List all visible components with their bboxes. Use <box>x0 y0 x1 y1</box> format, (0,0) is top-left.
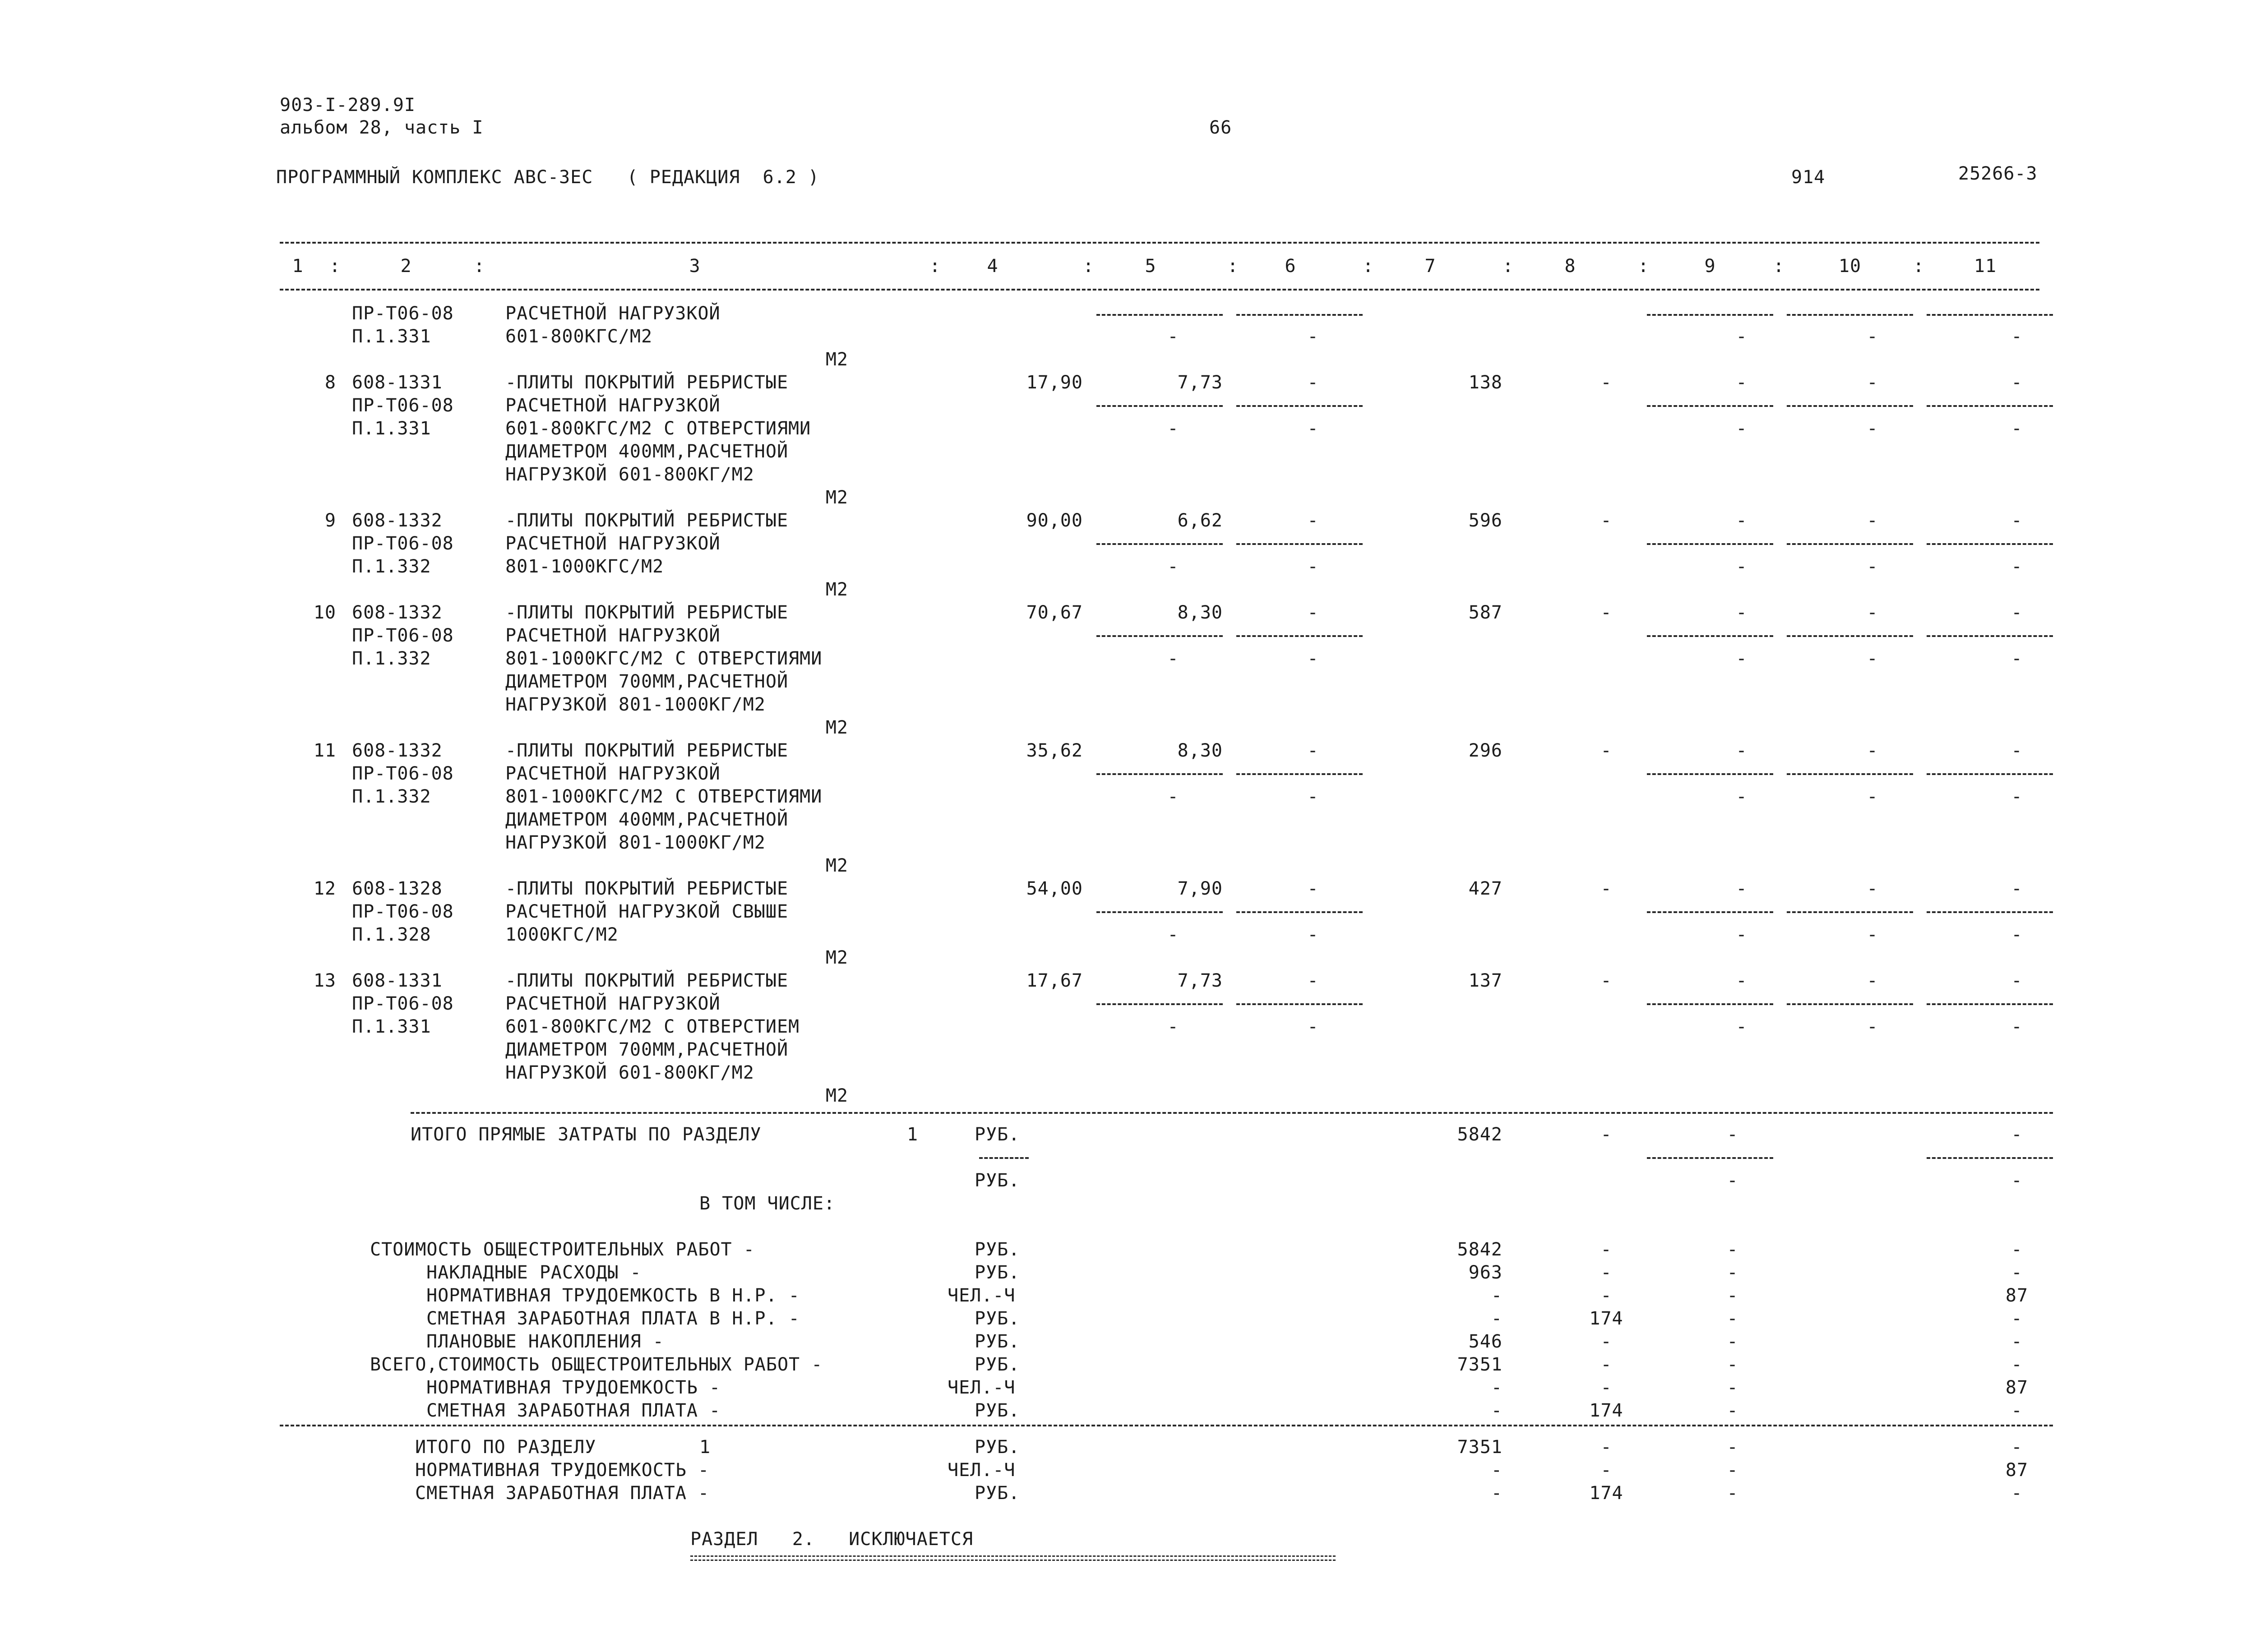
item-col9: - <box>1736 602 1747 623</box>
item-dash-c5: - <box>1167 924 1179 945</box>
item-description: 601-800КГС/М2 С ОТВЕРСТИЯМИ <box>505 418 811 439</box>
section-total-col11: - <box>2011 1483 2023 1504</box>
breakdown-unit: ЧЕЛ.-Ч <box>948 1377 1016 1398</box>
item-dash-c9: - <box>1736 418 1747 439</box>
item-col9: - <box>1736 878 1747 899</box>
item-total: 137 <box>1468 970 1502 991</box>
section-total-col11: 87 <box>2005 1460 2029 1481</box>
column-separator: : <box>1638 256 1650 277</box>
item-col10: - <box>1867 372 1878 393</box>
item-rule-11 <box>1927 405 2053 407</box>
breakdown-unit: РУБ. <box>975 1239 1020 1260</box>
item-col8: - <box>1600 372 1612 393</box>
item-rule-10 <box>1787 543 1913 545</box>
item-code: ПР-Т06-08 <box>352 901 454 922</box>
breakdown-col11: - <box>2011 1400 2023 1421</box>
carry-dash-c6: - <box>1307 326 1319 347</box>
item-unit: М2 <box>825 947 848 968</box>
item-rule-5 <box>1096 1003 1223 1005</box>
breakdown-label: НОРМАТИВНАЯ ТРУДОЕМКОСТЬ - <box>426 1377 721 1398</box>
item-col11: - <box>2011 510 2023 531</box>
breakdown-col8: - <box>1600 1331 1612 1352</box>
item-total: 296 <box>1468 740 1502 761</box>
item-col10: - <box>1867 970 1878 991</box>
carry-dash-c9: - <box>1736 326 1747 347</box>
item-total: 427 <box>1468 878 1502 899</box>
item-dash-c6: - <box>1307 418 1319 439</box>
table-top-rule <box>280 242 2039 244</box>
item-quantity: 90,00 <box>1026 510 1083 531</box>
item-dash-c10: - <box>1867 786 1878 807</box>
item-dash-c10: - <box>1867 648 1878 669</box>
section-rule <box>280 1425 2053 1426</box>
item-description: ДИАМЕТРОМ 700ММ,РАСЧЕТНОЙ <box>505 671 789 692</box>
breakdown-col7: 7351 <box>1457 1354 1502 1375</box>
breakdown-label: ВСЕГО,СТОИМОСТЬ ОБЩЕСТРОИТЕЛЬНЫХ РАБОТ - <box>370 1354 823 1375</box>
item-rule-9 <box>1647 543 1773 545</box>
total-label: ИТОГО ПРЯМЫЕ ЗАТРАТЫ ПО РАЗДЕЛУ <box>411 1124 762 1145</box>
column-header-11: 11 <box>1974 256 1997 277</box>
item-dash-c6: - <box>1307 1016 1319 1037</box>
breakdown-col11: 87 <box>2005 1285 2029 1306</box>
item-code: П.1.332 <box>352 556 431 577</box>
item-dash-c11: - <box>2011 418 2023 439</box>
item-code: П.1.331 <box>352 1016 431 1037</box>
item-number: 11 <box>313 740 336 761</box>
item-description: РАСЧЕТНОЙ НАГРУЗКОЙ <box>505 763 721 784</box>
column-separator: : <box>1227 256 1239 277</box>
item-unit-price: 7,73 <box>1177 372 1223 393</box>
column-separator: : <box>1773 256 1785 277</box>
item-col8: - <box>1600 878 1612 899</box>
item-col11: - <box>2011 602 2023 623</box>
item-rule-10 <box>1787 1003 1913 1005</box>
item-description: НАГРУЗКОЙ 601-800КГ/М2 <box>505 464 754 485</box>
breakdown-col9: - <box>1727 1285 1738 1306</box>
carry-item-code: ПР-Т06-08 <box>352 303 454 324</box>
summary-rule <box>411 1112 2053 1114</box>
table-header-rule <box>280 289 2039 291</box>
item-dash-c9: - <box>1736 786 1747 807</box>
item-col9: - <box>1736 372 1747 393</box>
breakdown-col8: - <box>1600 1285 1612 1306</box>
breakdown-col7: - <box>1491 1285 1502 1306</box>
breakdown-col7: 5842 <box>1457 1239 1502 1260</box>
section-total-col8: - <box>1600 1437 1612 1458</box>
total-unit-2: РУБ. <box>975 1170 1020 1191</box>
column-separator: : <box>1363 256 1374 277</box>
breakdown-label: НОРМАТИВНАЯ ТРУДОЕМКОСТЬ В Н.Р. - <box>426 1285 800 1306</box>
item-unit-last: М2 <box>825 1085 848 1106</box>
item-dash-c5: - <box>1167 648 1179 669</box>
carry-item-description: РАСЧЕТНОЙ НАГРУЗКОЙ <box>505 303 721 324</box>
breakdown-col11: - <box>2011 1262 2023 1283</box>
section-total-label: НОРМАТИВНАЯ ТРУДОЕМКОСТЬ - <box>415 1460 710 1481</box>
column-header-8: 8 <box>1564 256 1576 277</box>
section-total-unit: ЧЕЛ.-Ч <box>948 1460 1016 1481</box>
item-col8: - <box>1600 602 1612 623</box>
item-rule-5 <box>1096 635 1223 637</box>
item-dash-c9: - <box>1736 1016 1747 1037</box>
item-quantity: 35,62 <box>1026 740 1083 761</box>
breakdown-col11: - <box>2011 1354 2023 1375</box>
item-number: 13 <box>313 970 336 991</box>
carry-rule-10 <box>1787 314 1913 316</box>
item-rule-6 <box>1236 405 1363 407</box>
item-number: 8 <box>324 372 336 393</box>
column-separator: : <box>1913 256 1925 277</box>
item-rule-10 <box>1787 635 1913 637</box>
breakdown-col8: 174 <box>1589 1400 1623 1421</box>
item-col9: - <box>1736 740 1747 761</box>
item-rule-9 <box>1647 635 1773 637</box>
breakdown-col7: - <box>1491 1308 1502 1329</box>
sheet-code: 914 <box>1791 167 1826 188</box>
section-total-col9: - <box>1727 1460 1738 1481</box>
album-label: альбом 28, часть I <box>280 117 484 138</box>
breakdown-col7: - <box>1491 1377 1502 1398</box>
item-rule-6 <box>1236 543 1363 545</box>
total-rule-9 <box>1647 1157 1773 1159</box>
item-rule-10 <box>1787 405 1913 407</box>
item-rule-6 <box>1236 911 1363 913</box>
item-description: 801-1000КГС/М2 С ОТВЕРСТИЯМИ <box>505 648 823 669</box>
breakdown-col9: - <box>1727 1354 1738 1375</box>
item-rule-11 <box>1927 635 2053 637</box>
item-col8: - <box>1600 510 1612 531</box>
breakdown-col7: 546 <box>1468 1331 1502 1352</box>
item-description: ДИАМЕТРОМ 400ММ,РАСЧЕТНОЙ <box>505 441 789 462</box>
breakdown-unit: РУБ. <box>975 1400 1020 1421</box>
item-col11: - <box>2011 372 2023 393</box>
item-unit-price: 7,90 <box>1177 878 1223 899</box>
item-description: ДИАМЕТРОМ 700ММ,РАСЧЕТНОЙ <box>505 1039 789 1060</box>
section2-label: РАЗДЕЛ 2. ИСКЛЮЧАЕТСЯ <box>690 1529 974 1550</box>
item-unit: М2 <box>825 579 848 600</box>
item-number: 9 <box>324 510 336 531</box>
item-code: ПР-Т06-08 <box>352 395 454 416</box>
item-code: П.1.332 <box>352 786 431 807</box>
item-dash-c6: - <box>1307 648 1319 669</box>
breakdown-unit: РУБ. <box>975 1331 1020 1352</box>
item-description: 1000КГС/М2 <box>505 924 619 945</box>
item-rule-9 <box>1647 911 1773 913</box>
section-total-unit: РУБ. <box>975 1483 1020 1504</box>
breakdown-col7: 963 <box>1468 1262 1502 1283</box>
column-separator: : <box>929 256 941 277</box>
column-header-7: 7 <box>1424 256 1436 277</box>
section-total-label: СМЕТНАЯ ЗАРАБОТНАЯ ПЛАТА - <box>415 1483 710 1504</box>
item-dash-c6: - <box>1307 924 1319 945</box>
item-dash-c10: - <box>1867 556 1878 577</box>
item-dash-c10: - <box>1867 924 1878 945</box>
item-rule-5 <box>1096 911 1223 913</box>
item-quantity: 54,00 <box>1026 878 1083 899</box>
item-unit: М2 <box>825 349 848 370</box>
item-col6: - <box>1307 878 1319 899</box>
item-col8: - <box>1600 740 1612 761</box>
breakdown-col8: - <box>1600 1239 1612 1260</box>
item-code: ПР-Т06-08 <box>352 763 454 784</box>
item-rule-6 <box>1236 773 1363 775</box>
item-rule-11 <box>1927 543 2053 545</box>
carry-item-description: 601-800КГС/М2 <box>505 326 653 347</box>
item-dash-c5: - <box>1167 786 1179 807</box>
breakdown-col8: - <box>1600 1377 1612 1398</box>
item-rule-10 <box>1787 773 1913 775</box>
item-dash-c11: - <box>2011 1016 2023 1037</box>
item-description: -ПЛИТЫ ПОКРЫТИЙ РЕБРИСТЫЕ <box>505 878 789 899</box>
breakdown-col8: 174 <box>1589 1308 1623 1329</box>
column-header-3: 3 <box>689 256 701 277</box>
carry-rule-11 <box>1927 314 2053 316</box>
doc-number: 25266-3 <box>1958 163 2038 184</box>
item-col6: - <box>1307 740 1319 761</box>
item-code: 608-1331 <box>352 970 443 991</box>
item-number: 10 <box>313 602 336 623</box>
item-dash-c5: - <box>1167 418 1179 439</box>
item-unit: М2 <box>825 717 848 738</box>
item-unit-price: 6,62 <box>1177 510 1223 531</box>
breakdown-col11: - <box>2011 1239 2023 1260</box>
breakdown-col8: - <box>1600 1354 1612 1375</box>
column-header-6: 6 <box>1285 256 1296 277</box>
item-description: НАГРУЗКОЙ 601-800КГ/М2 <box>505 1062 754 1083</box>
total-col11: - <box>2011 1124 2023 1145</box>
item-quantity: 70,67 <box>1026 602 1083 623</box>
section-total-number: 1 <box>699 1437 711 1458</box>
column-header-1: 1 <box>292 256 304 277</box>
section-total-col8: 174 <box>1589 1483 1623 1504</box>
item-col6: - <box>1307 602 1319 623</box>
total-col9: - <box>1727 1124 1738 1145</box>
carry-dash-c11: - <box>2011 326 2023 347</box>
carry-rule-5 <box>1096 314 1223 316</box>
item-description: РАСЧЕТНОЙ НАГРУЗКОЙ <box>505 625 721 646</box>
column-header-2: 2 <box>400 256 412 277</box>
item-col6: - <box>1307 970 1319 991</box>
item-col10: - <box>1867 602 1878 623</box>
section-total-col8: - <box>1600 1460 1612 1481</box>
breakdown-unit: РУБ. <box>975 1308 1020 1329</box>
item-quantity: 17,90 <box>1026 372 1083 393</box>
item-quantity: 17,67 <box>1026 970 1083 991</box>
item-col10: - <box>1867 510 1878 531</box>
item-dash-c10: - <box>1867 418 1878 439</box>
item-dash-c9: - <box>1736 556 1747 577</box>
total-col8: - <box>1600 1124 1612 1145</box>
item-total: 596 <box>1468 510 1502 531</box>
program-line: ПРОГРАММНЫЙ КОМПЛЕКС АВС-3ЕС ( РЕДАКЦИЯ 6.2 ) <box>276 167 819 188</box>
item-unit-price: 8,30 <box>1177 602 1223 623</box>
carry-item-code: П.1.331 <box>352 326 431 347</box>
including-label: В ТОМ ЧИСЛЕ: <box>699 1193 835 1214</box>
total-rule-11 <box>1927 1157 2053 1159</box>
column-header-4: 4 <box>987 256 999 277</box>
item-description: НАГРУЗКОЙ 801-1000КГ/М2 <box>505 832 766 853</box>
item-col6: - <box>1307 372 1319 393</box>
item-description: -ПЛИТЫ ПОКРЫТИЙ РЕБРИСТЫЕ <box>505 372 789 393</box>
item-dash-c11: - <box>2011 924 2023 945</box>
column-separator: : <box>1502 256 1514 277</box>
item-code: 608-1328 <box>352 878 443 899</box>
item-description: -ПЛИТЫ ПОКРЫТИЙ РЕБРИСТЫЕ <box>505 970 789 991</box>
item-description: РАСЧЕТНОЙ НАГРУЗКОЙ СВЫШЕ <box>505 901 789 922</box>
column-header-10: 10 <box>1838 256 1862 277</box>
item-col10: - <box>1867 740 1878 761</box>
breakdown-col9: - <box>1727 1400 1738 1421</box>
total-unit: РУБ. <box>975 1124 1020 1145</box>
item-description: 801-1000КГС/М2 <box>505 556 664 577</box>
total-section: 1 <box>907 1124 919 1145</box>
item-description: -ПЛИТЫ ПОКРЫТИЙ РЕБРИСТЫЕ <box>505 602 789 623</box>
item-code: ПР-Т06-08 <box>352 625 454 646</box>
item-dash-c10: - <box>1867 1016 1878 1037</box>
item-col11: - <box>2011 878 2023 899</box>
section-total-label: ИТОГО ПО РАЗДЕЛУ <box>415 1437 596 1458</box>
item-dash-c11: - <box>2011 648 2023 669</box>
item-code: 608-1332 <box>352 740 443 761</box>
item-rule-5 <box>1096 543 1223 545</box>
item-dash-c5: - <box>1167 1016 1179 1037</box>
item-col9: - <box>1736 510 1747 531</box>
item-col6: - <box>1307 510 1319 531</box>
item-rule-5 <box>1096 405 1223 407</box>
item-col8: - <box>1600 970 1612 991</box>
item-rule-9 <box>1647 405 1773 407</box>
section-total-col7: - <box>1491 1460 1502 1481</box>
carry-dash-c5: - <box>1167 326 1179 347</box>
carry-rule-9 <box>1647 314 1773 316</box>
breakdown-col11: - <box>2011 1308 2023 1329</box>
column-header-5: 5 <box>1145 256 1156 277</box>
item-dash-c6: - <box>1307 786 1319 807</box>
item-rule-9 <box>1647 773 1773 775</box>
carry-dash-c10: - <box>1867 326 1878 347</box>
item-col9: - <box>1736 970 1747 991</box>
total2-col11: - <box>2011 1170 2023 1191</box>
item-unit: М2 <box>825 487 848 508</box>
item-code: 608-1331 <box>352 372 443 393</box>
column-separator: : <box>329 256 341 277</box>
item-description: РАСЧЕТНОЙ НАГРУЗКОЙ <box>505 993 721 1014</box>
section-total-col9: - <box>1727 1437 1738 1458</box>
section2-double-rule <box>690 1555 1336 1561</box>
section-total-col7: - <box>1491 1483 1502 1504</box>
column-header-9: 9 <box>1704 256 1716 277</box>
item-rule-9 <box>1647 1003 1773 1005</box>
item-code: П.1.332 <box>352 648 431 669</box>
item-col11: - <box>2011 740 2023 761</box>
breakdown-label: СМЕТНАЯ ЗАРАБОТНАЯ ПЛАТА - <box>426 1400 721 1421</box>
page-number: 66 <box>1209 117 1232 138</box>
total-amount: 5842 <box>1457 1124 1502 1145</box>
item-code: ПР-Т06-08 <box>352 993 454 1014</box>
item-description: 601-800КГС/М2 С ОТВЕРСТИЕМ <box>505 1016 800 1037</box>
item-dash-c11: - <box>2011 786 2023 807</box>
item-rule-6 <box>1236 1003 1363 1005</box>
item-rule-10 <box>1787 911 1913 913</box>
item-unit: М2 <box>825 855 848 876</box>
item-total: 587 <box>1468 602 1502 623</box>
column-separator: : <box>1083 256 1095 277</box>
item-rule-11 <box>1927 1003 2053 1005</box>
item-code: П.1.328 <box>352 924 431 945</box>
section-total-col9: - <box>1727 1483 1738 1504</box>
section-total-col7: 7351 <box>1457 1437 1502 1458</box>
item-description: НАГРУЗКОЙ 801-1000КГ/М2 <box>505 694 766 715</box>
item-dash-c9: - <box>1736 648 1747 669</box>
item-col11: - <box>2011 970 2023 991</box>
item-dash-c11: - <box>2011 556 2023 577</box>
breakdown-col11: - <box>2011 1331 2023 1352</box>
item-unit-price: 8,30 <box>1177 740 1223 761</box>
item-unit-price: 7,73 <box>1177 970 1223 991</box>
breakdown-col7: - <box>1491 1400 1502 1421</box>
item-code: 608-1332 <box>352 602 443 623</box>
breakdown-col8: - <box>1600 1262 1612 1283</box>
item-code: ПР-Т06-08 <box>352 533 454 554</box>
breakdown-col9: - <box>1727 1262 1738 1283</box>
item-rule-11 <box>1927 773 2053 775</box>
breakdown-label: СТОИМОСТЬ ОБЩЕСТРОИТЕЛЬНЫХ РАБОТ - <box>370 1239 755 1260</box>
item-rule-11 <box>1927 911 2053 913</box>
breakdown-unit: РУБ. <box>975 1262 1020 1283</box>
item-description: 801-1000КГС/М2 С ОТВЕРСТИЯМИ <box>505 786 823 807</box>
item-dash-c9: - <box>1736 924 1747 945</box>
section-total-col11: - <box>2011 1437 2023 1458</box>
item-col10: - <box>1867 878 1878 899</box>
total-unit-rule <box>979 1157 1029 1159</box>
item-description: ДИАМЕТРОМ 400ММ,РАСЧЕТНОЙ <box>505 809 789 830</box>
item-dash-c5: - <box>1167 556 1179 577</box>
section-total-unit: РУБ. <box>975 1437 1020 1458</box>
breakdown-col9: - <box>1727 1377 1738 1398</box>
item-dash-c6: - <box>1307 556 1319 577</box>
carry-rule-6 <box>1236 314 1363 316</box>
breakdown-col9: - <box>1727 1308 1738 1329</box>
item-total: 138 <box>1468 372 1502 393</box>
item-code: П.1.331 <box>352 418 431 439</box>
breakdown-col11: 87 <box>2005 1377 2029 1398</box>
item-rule-5 <box>1096 773 1223 775</box>
doc-code: 903-I-289.9I <box>280 95 416 115</box>
item-description: -ПЛИТЫ ПОКРЫТИЙ РЕБРИСТЫЕ <box>505 510 789 531</box>
breakdown-col9: - <box>1727 1239 1738 1260</box>
breakdown-label: НАКЛАДНЫЕ РАСХОДЫ - <box>426 1262 642 1283</box>
item-number: 12 <box>313 878 336 899</box>
item-rule-6 <box>1236 635 1363 637</box>
breakdown-label: СМЕТНАЯ ЗАРАБОТНАЯ ПЛАТА В Н.Р. - <box>426 1308 800 1329</box>
breakdown-col9: - <box>1727 1331 1738 1352</box>
column-separator: : <box>474 256 485 277</box>
item-description: РАСЧЕТНОЙ НАГРУЗКОЙ <box>505 533 721 554</box>
breakdown-label: ПЛАНОВЫЕ НАКОПЛЕНИЯ - <box>426 1331 664 1352</box>
breakdown-unit: ЧЕЛ.-Ч <box>948 1285 1016 1306</box>
item-description: -ПЛИТЫ ПОКРЫТИЙ РЕБРИСТЫЕ <box>505 740 789 761</box>
item-description: РАСЧЕТНОЙ НАГРУЗКОЙ <box>505 395 721 416</box>
total2-col9: - <box>1727 1170 1738 1191</box>
item-code: 608-1332 <box>352 510 443 531</box>
breakdown-unit: РУБ. <box>975 1354 1020 1375</box>
